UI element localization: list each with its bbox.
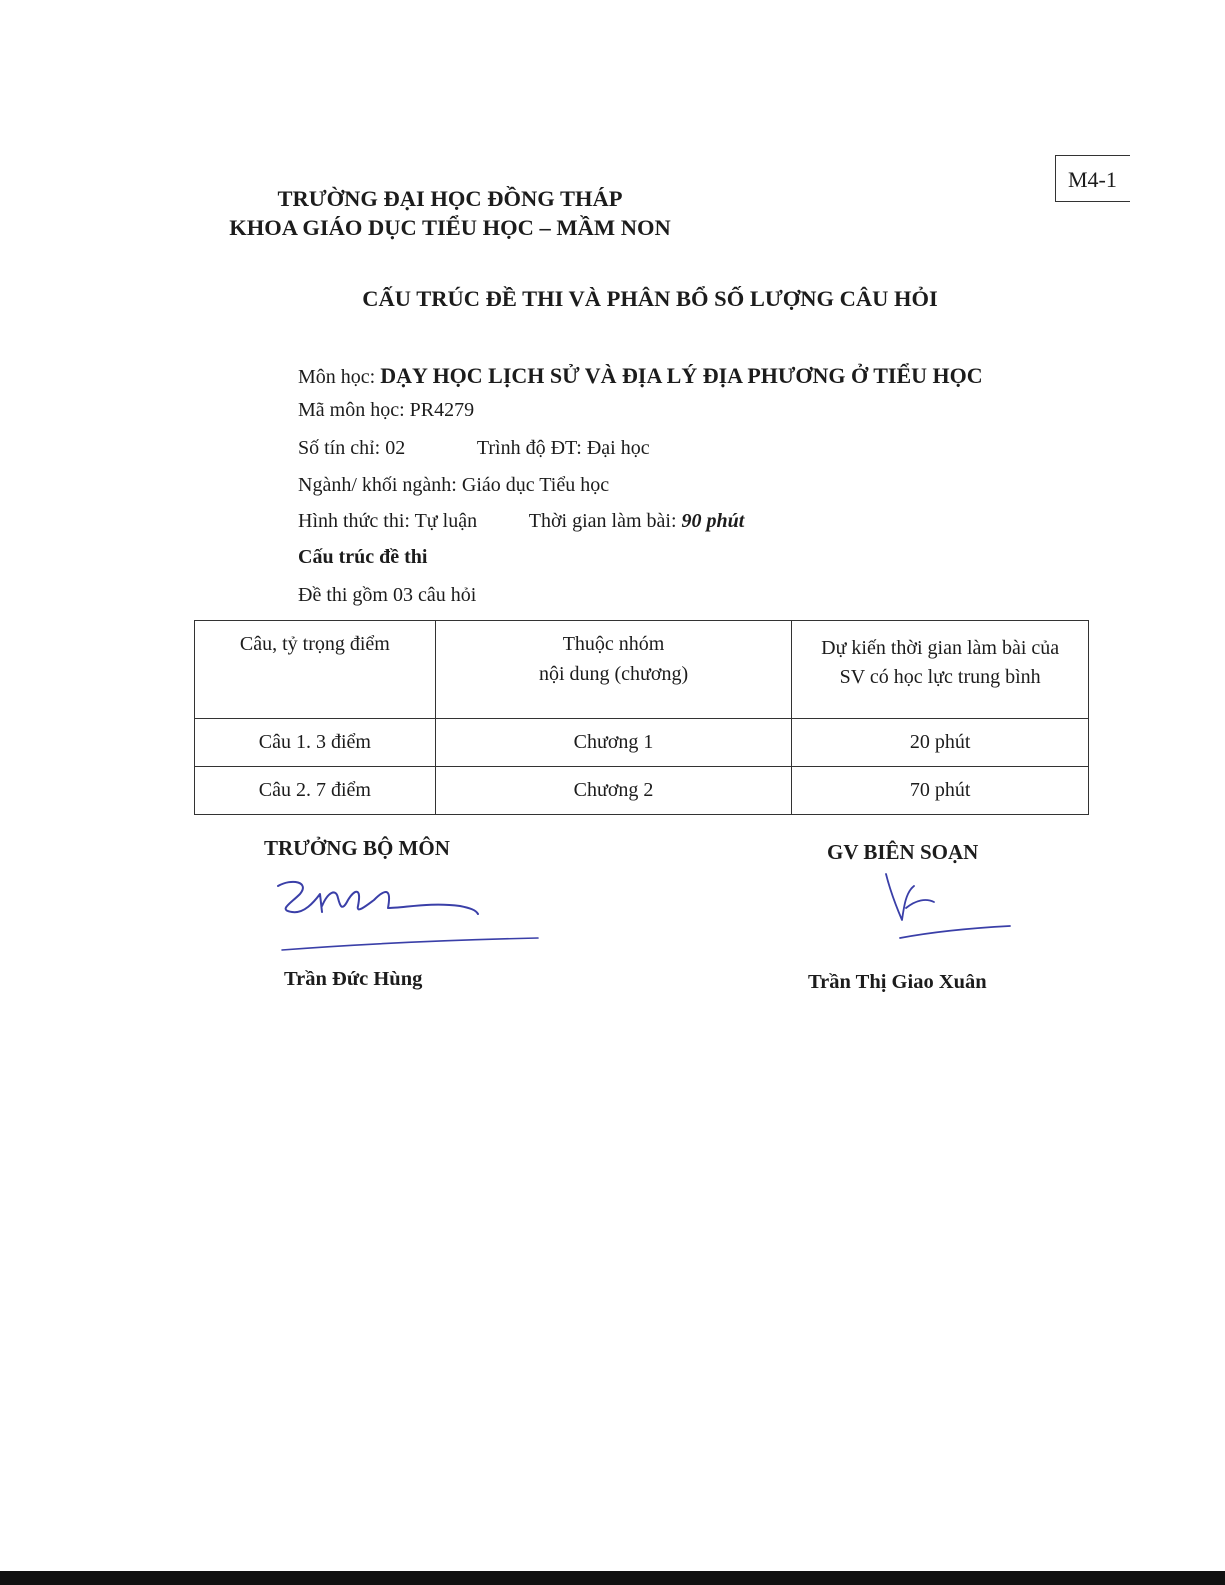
exam-form-value: Tự luận bbox=[414, 510, 478, 532]
major-line bbox=[298, 474, 609, 497]
credits-label: Số tín chỉ: bbox=[298, 437, 381, 459]
left-handwritten-signature bbox=[270, 872, 550, 962]
major-label: Ngành/ khối ngành: bbox=[298, 474, 457, 496]
duration-label: Thời gian làm bài: bbox=[528, 510, 677, 532]
course-code-line bbox=[298, 399, 474, 422]
subject-value: DẠY HỌC LỊCH SỬ VÀ ĐỊA LÝ ĐỊA PHƯƠNG Ở TIỂU HỌC bbox=[380, 363, 983, 388]
duration-value: 90 phút bbox=[681, 510, 745, 532]
left-signer-title: TRƯỞNG BỘ MÔN bbox=[264, 836, 450, 860]
table-row bbox=[195, 767, 1089, 815]
right-signer-title: GV BIÊN SOẠN bbox=[827, 840, 979, 864]
cell-chapter: Chương 2 bbox=[435, 767, 792, 815]
cell-question: Câu 2. 7 điểm bbox=[195, 767, 436, 815]
course-code-label: Mã môn học: bbox=[298, 399, 405, 421]
table-row bbox=[195, 719, 1089, 767]
level-value: Đại học bbox=[586, 437, 650, 459]
exam-form-line bbox=[298, 510, 744, 533]
faculty-name: KHOA GIÁO DỤC TIỂU HỌC – MẦM NON bbox=[229, 215, 671, 240]
cell-chapter: Chương 1 bbox=[435, 719, 792, 767]
exam-form-label: Hình thức thi: bbox=[298, 510, 410, 532]
left-signer-name: Trần Đức Hùng bbox=[284, 968, 423, 990]
exam-structure-table bbox=[194, 620, 1089, 815]
form-code-box: M4-1 bbox=[1055, 155, 1130, 202]
institution-header bbox=[195, 184, 705, 242]
cell-time: 70 phút bbox=[792, 767, 1089, 815]
university-name: TRƯỜNG ĐẠI HỌC ĐỒNG THÁP bbox=[277, 186, 623, 211]
cell-time: 20 phút bbox=[792, 719, 1089, 767]
scan-bottom-edge bbox=[0, 1571, 1225, 1585]
level-label: Trình độ ĐT: bbox=[476, 437, 582, 459]
structure-summary: Đề thi gồm 03 câu hỏi bbox=[298, 584, 477, 606]
subject-label: Môn học: bbox=[298, 366, 376, 388]
right-handwritten-signature bbox=[872, 870, 1022, 950]
credits-line bbox=[298, 437, 650, 460]
credits-value: 02 bbox=[385, 437, 406, 459]
header-cell-expected-time: Dự kiến thời gian làm bài của SV có học lực trung bình bbox=[792, 621, 1089, 719]
table-header-row bbox=[195, 621, 1089, 719]
course-code-value: PR4279 bbox=[409, 399, 475, 421]
cell-question: Câu 1. 3 điểm bbox=[195, 719, 436, 767]
header-cell-content-group: Thuộc nhóm nội dung (chương) bbox=[435, 621, 792, 719]
right-signer-name: Trần Thị Giao Xuân bbox=[808, 971, 987, 993]
major-value: Giáo dục Tiểu học bbox=[461, 474, 610, 496]
document-title: CẤU TRÚC ĐỀ THI VÀ PHÂN BỔ SỐ LƯỢNG CÂU HỎI bbox=[362, 286, 938, 311]
structure-heading: Cấu trúc đề thi bbox=[298, 546, 428, 568]
subject-line bbox=[298, 363, 983, 389]
header-cell-question: Câu, tỷ trọng điểm bbox=[195, 621, 436, 719]
